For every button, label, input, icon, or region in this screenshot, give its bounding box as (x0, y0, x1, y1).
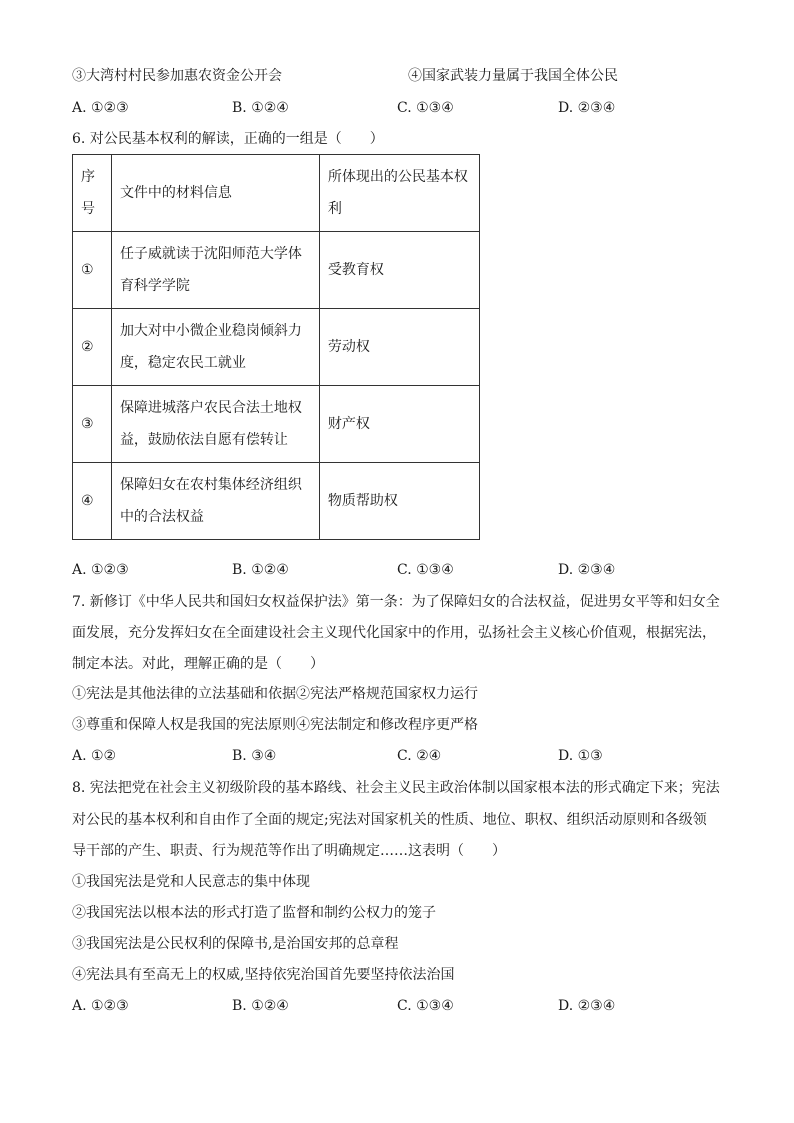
q8-statement-1: ①我国宪法是党和人民意志的集中体现 (72, 874, 310, 890)
table-row (73, 232, 480, 309)
q6-option-a[interactable]: A. ①②③ (72, 562, 129, 578)
q8-statement-4: ④宪法具有至高无上的权威,坚持依宪治国首先要坚持依法治国 (72, 967, 455, 983)
q6-stem: 6. 对公民基本权利的解读，正确的一组是（ ） (72, 131, 384, 147)
q7-statements-line-1: ①宪法是其他法律的立法基础和依据②宪法严格规范国家权力运行 (72, 686, 478, 702)
row-right: 劳动权 (319, 309, 479, 386)
row-no: ③ (73, 386, 112, 463)
q7-stem-line-2: 面发展，充分发挥妇女在全面建设社会主义现代化国家中的作用，弘扬社会主义核心价值观，根据宪法， (72, 625, 716, 641)
table-row (73, 309, 480, 386)
header-right: 所体现出的公民基本权利 (319, 155, 479, 232)
header-no: 序号 (73, 155, 112, 232)
q6-rights-table (72, 154, 480, 540)
q7-stem-line-1: 7. 新修订《中华人民共和国妇女权益保护法》第一条：为了保障妇女的合法权益，促进男女平等和妇女全 (72, 594, 720, 610)
q8-statement-2: ②我国宪法以根本法的形式打造了监督和制约公权力的笼子 (72, 905, 436, 921)
row-right: 受教育权 (319, 232, 479, 309)
q8-statement-3: ③我国宪法是公民权利的保障书,是治国安邦的总章程 (72, 936, 399, 952)
q5-options (72, 98, 652, 118)
q5-option-b[interactable]: B. ①②④ (232, 100, 289, 116)
row-no: ④ (73, 463, 112, 540)
row-info: 任子威就读于沈阳师范大学体育科学学院 (111, 232, 319, 309)
q8-option-d[interactable]: D. ②③④ (558, 998, 616, 1014)
q7-option-a[interactable]: A. ①② (72, 748, 117, 764)
q5-option-c[interactable]: C. ①③④ (397, 100, 454, 116)
q8-stem-line-3: 导干部的产生、职责、行为规范等作出了明确规定……这表明（ ） (72, 843, 506, 859)
row-right: 财产权 (319, 386, 479, 463)
header-info: 文件中的材料信息 (111, 155, 319, 232)
row-no: ① (73, 232, 112, 309)
q5-option-d[interactable]: D. ②③④ (558, 100, 616, 116)
table-row (73, 463, 480, 540)
row-info: 保障进城落户农民合法土地权益，鼓励依法自愿有偿转让 (111, 386, 319, 463)
row-info: 保障妇女在农村集体经济组织中的合法权益 (111, 463, 319, 540)
q8-stem-line-2: 对公民的基本权利和自由作了全面的规定;宪法对国家机关的性质、地位、职权、组织活动原则和各级领 (72, 812, 707, 828)
q7-options (72, 746, 652, 766)
row-no: ② (73, 309, 112, 386)
q7-option-c[interactable]: C. ②④ (397, 748, 442, 764)
q8-option-c[interactable]: C. ①③④ (397, 998, 454, 1014)
q5-option-a[interactable]: A. ①②③ (72, 100, 129, 116)
q6-options (72, 560, 652, 580)
row-info: 加大对中小微企业稳岗倾斜力度，稳定农民工就业 (111, 309, 319, 386)
q8-option-b[interactable]: B. ①②④ (232, 998, 289, 1014)
q6-option-c[interactable]: C. ①③④ (397, 562, 454, 578)
q7-option-d[interactable]: D. ①③ (558, 748, 603, 764)
q6-option-b[interactable]: B. ①②④ (232, 562, 289, 578)
q8-options (72, 996, 652, 1016)
q6-option-d[interactable]: D. ②③④ (558, 562, 616, 578)
q8-stem-line-1: 8. 宪法把党在社会主义初级阶段的基本路线、社会主义民主政治体制以国家根本法的形式确定下来；宪法 (72, 780, 720, 796)
q5-statements (72, 66, 672, 86)
q5-item-3: ③大湾村村民参加惠农资金公开会 (72, 68, 282, 84)
row-right: 物质帮助权 (319, 463, 479, 540)
table-row (73, 386, 480, 463)
q7-stem-line-3: 制定本法。对此，理解正确的是（ ） (72, 656, 324, 672)
table-header-row (73, 155, 480, 232)
q7-statements-line-2: ③尊重和保障人权是我国的宪法原则④宪法制定和修改程序更严格 (72, 717, 478, 733)
q5-item-4: ④国家武装力量属于我国全体公民 (408, 68, 618, 84)
q7-option-b[interactable]: B. ③④ (232, 748, 277, 764)
q8-option-a[interactable]: A. ①②③ (72, 998, 129, 1014)
